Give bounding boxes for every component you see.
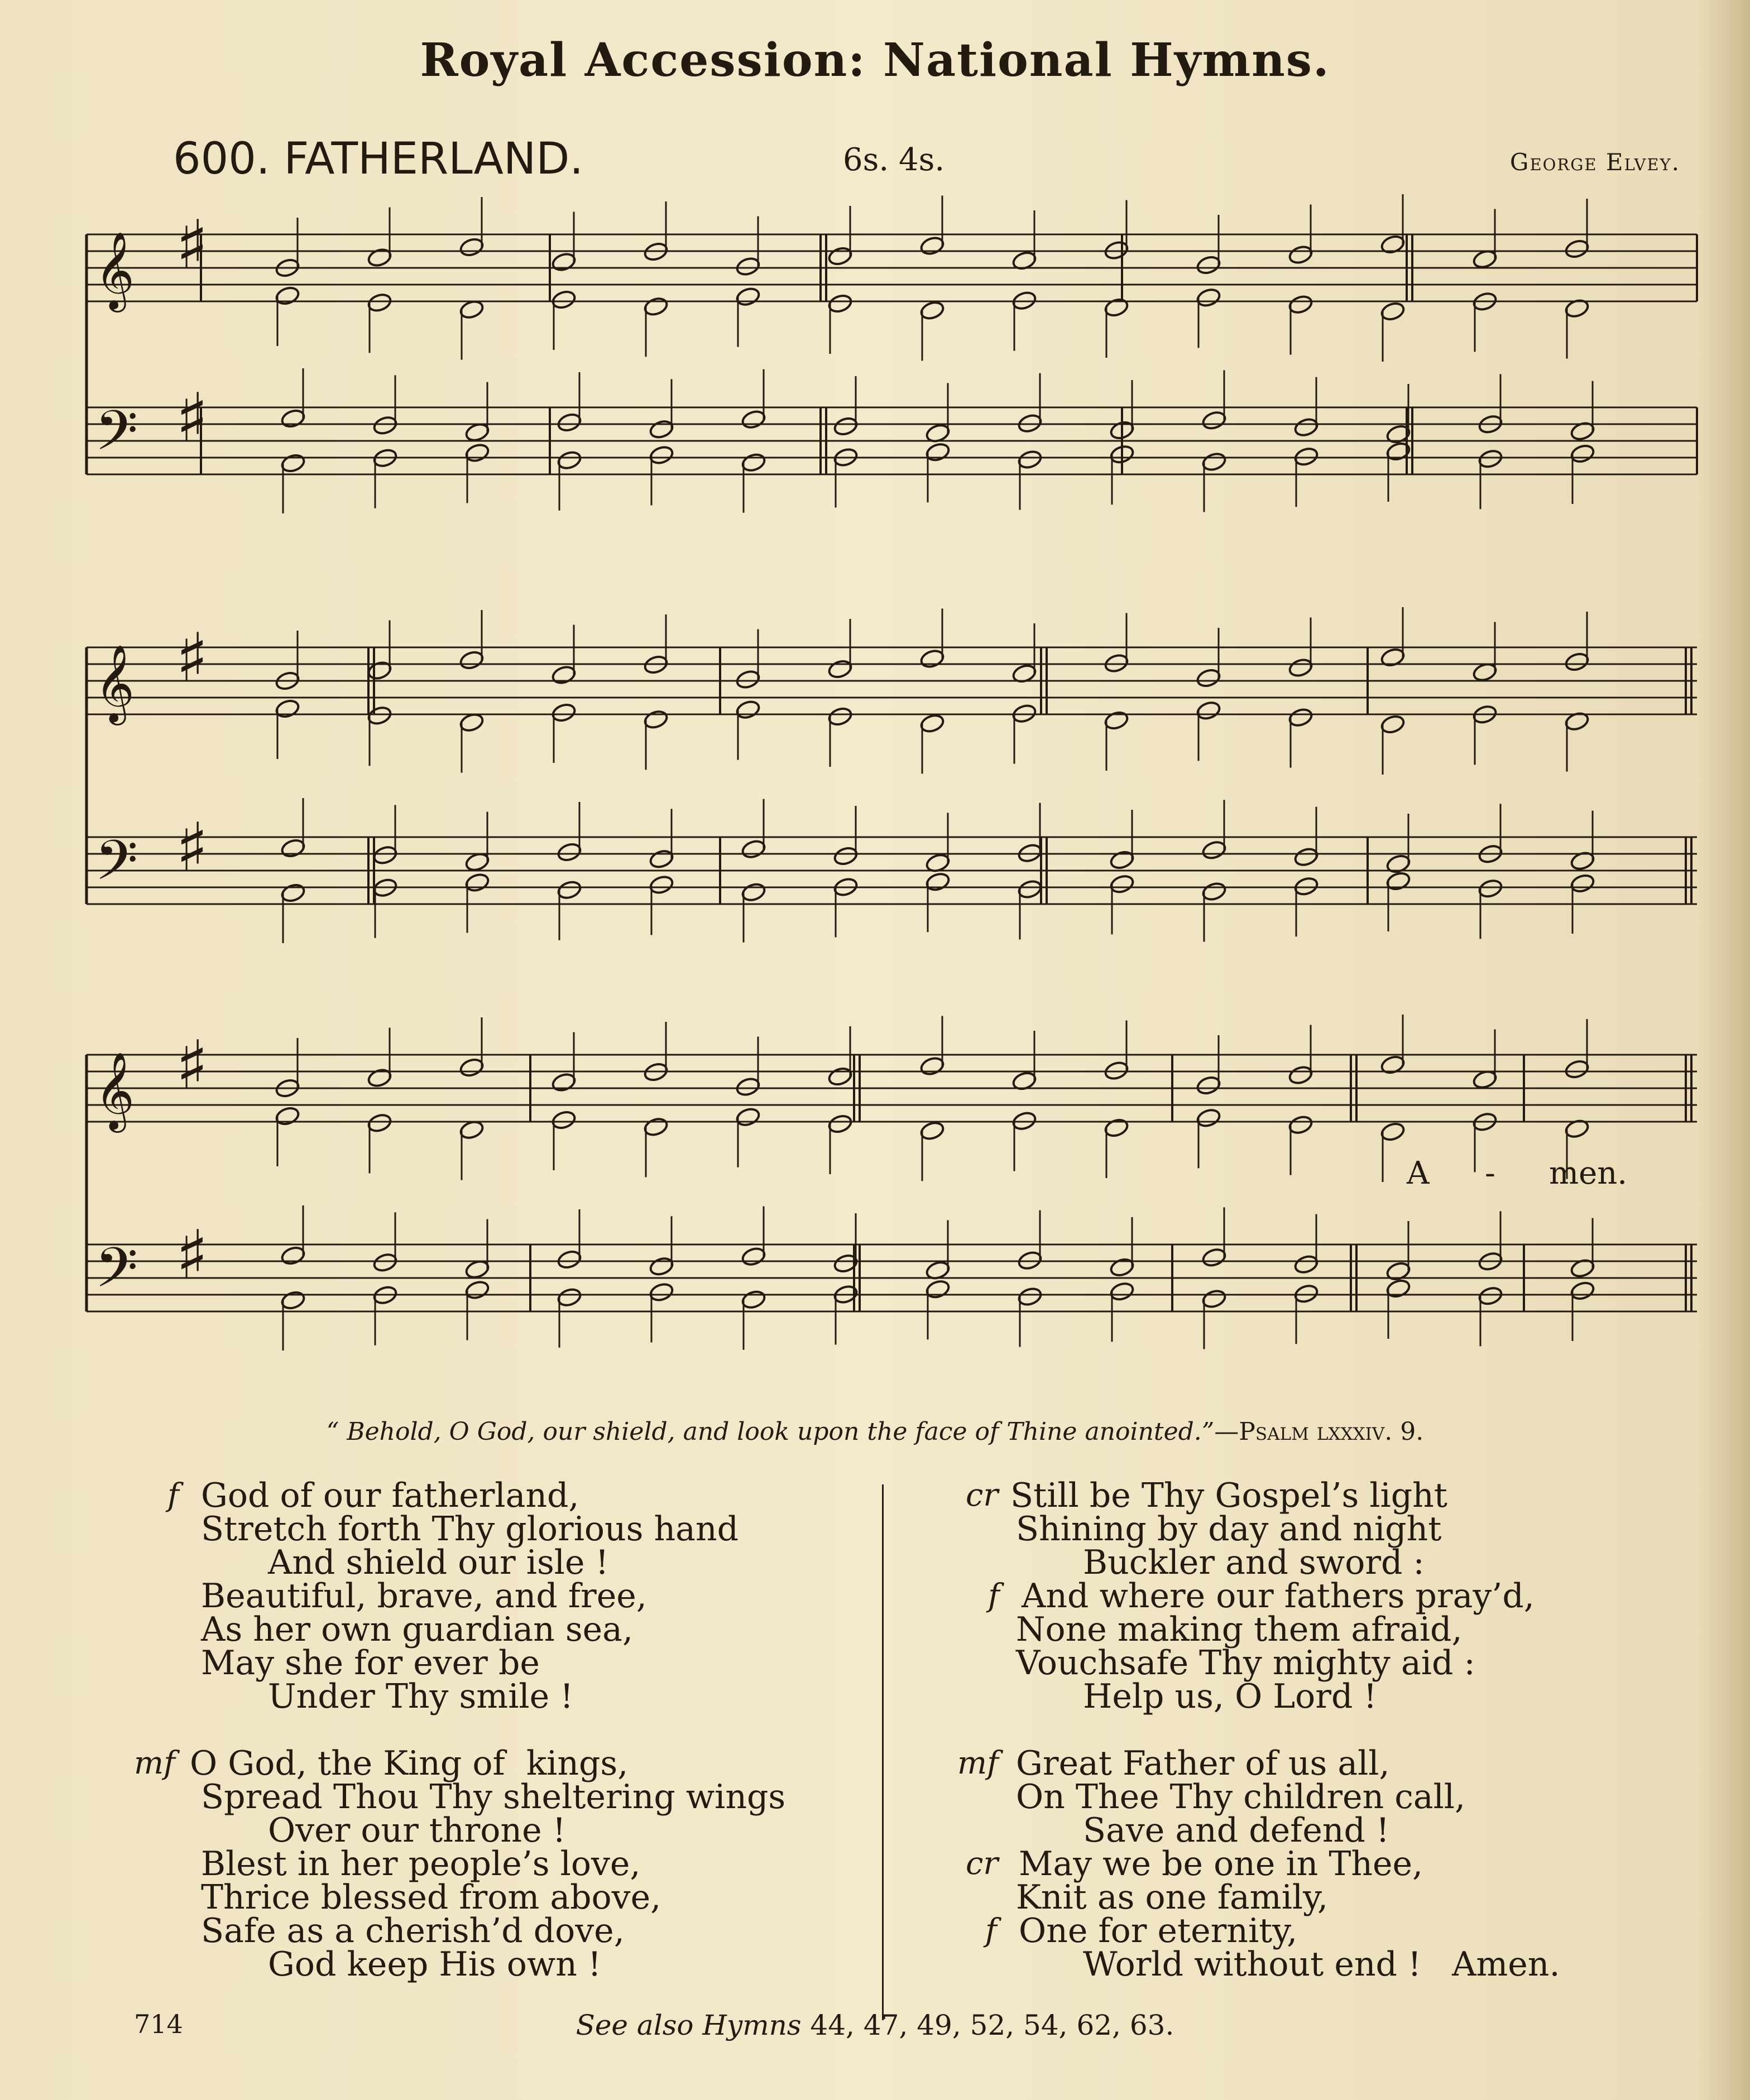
treble-clef-icon: 𝄞 xyxy=(95,645,135,722)
treble-clef-icon: 𝄞 xyxy=(95,232,135,309)
bass-note xyxy=(741,1289,766,1310)
treble-note xyxy=(1196,700,1221,721)
treble-note xyxy=(275,698,300,719)
bass-note xyxy=(280,1245,306,1266)
column-divider xyxy=(882,1484,884,2020)
treble-note xyxy=(1196,1075,1221,1096)
treble-note xyxy=(1104,710,1129,731)
treble-note xyxy=(919,300,945,321)
verse-line: As her own guardian sea, xyxy=(201,1610,634,1649)
key-signature-icon: ♯ xyxy=(176,1217,209,1294)
treble-note xyxy=(919,235,945,256)
bass-note xyxy=(649,419,674,440)
treble-note xyxy=(551,251,577,272)
treble-note xyxy=(735,1076,761,1097)
bass-clef-icon: 𝄢 xyxy=(95,1236,138,1314)
treble-note xyxy=(275,285,300,306)
treble-note xyxy=(1196,254,1221,276)
verse-line: Beautiful, brave, and free, xyxy=(201,1577,647,1616)
key-signature-icon: ♯ xyxy=(176,1027,209,1104)
treble-note xyxy=(919,1055,945,1077)
verse-line: And shield our isle ! xyxy=(268,1543,609,1582)
treble-note xyxy=(1196,287,1221,308)
bass-note xyxy=(1478,1285,1503,1306)
bass-note xyxy=(649,848,674,869)
verse-line: And where our fathers pray’d, xyxy=(1022,1577,1535,1616)
bass-note xyxy=(280,453,306,474)
verse-1 xyxy=(134,1476,860,1716)
bass-note xyxy=(1201,881,1227,902)
hymn-title: 600. FATHERLAND. xyxy=(173,134,584,184)
epigraph-quote: “ Behold, O God, our shield, and look upon the face of Thine anointed.” xyxy=(326,1417,1215,1446)
treble-note xyxy=(827,246,853,267)
treble-note xyxy=(827,293,853,314)
verse-line: God keep His own ! xyxy=(268,1945,602,1984)
treble-note xyxy=(1564,1059,1590,1080)
verse-line: On Thee Thy children call, xyxy=(1016,1777,1466,1817)
bass-note xyxy=(1017,1286,1043,1307)
bass-note xyxy=(557,880,582,901)
bass-note xyxy=(925,441,951,463)
dynamic-mark: f xyxy=(988,1578,1000,1614)
bass-note xyxy=(925,1279,951,1300)
bass-note xyxy=(464,872,490,893)
treble-note xyxy=(827,1066,853,1087)
see-also-label: See also Hymns xyxy=(576,2009,802,2041)
bass-note xyxy=(741,1246,766,1267)
bass-note xyxy=(1385,1278,1411,1299)
dynamic-mark: f xyxy=(985,1912,997,1949)
bass-note xyxy=(925,871,951,892)
treble-note xyxy=(459,650,485,671)
bass-note xyxy=(1109,873,1135,895)
dynamic-mark: f xyxy=(167,1477,179,1513)
treble-note xyxy=(551,1109,577,1131)
verses-right-column xyxy=(949,1476,1675,1984)
treble-note xyxy=(735,1107,761,1128)
dynamic-mark: cr xyxy=(966,1477,999,1513)
treble-note xyxy=(1380,1121,1406,1142)
bass-note xyxy=(649,1256,674,1277)
verse-line: May she for ever be xyxy=(201,1644,540,1683)
treble-note xyxy=(827,706,853,727)
verse-4 xyxy=(949,1744,1675,1984)
treble-note xyxy=(367,247,392,268)
bass-note xyxy=(280,408,306,429)
verse-line: Knit as one family, xyxy=(1016,1878,1329,1917)
bass-clef-icon: 𝄢 xyxy=(95,399,138,477)
bass-note xyxy=(372,844,398,866)
hymn-meter: 6s. 4s. xyxy=(843,142,945,178)
bass-note xyxy=(1570,1280,1595,1301)
bass-note xyxy=(1293,847,1319,868)
verse-line: God of our fatherland, xyxy=(201,1476,579,1515)
verse-line: Still be Thy Gospel’s light xyxy=(1010,1476,1447,1515)
treble-note xyxy=(643,1116,669,1137)
bass-note xyxy=(1017,878,1043,900)
verse-line: One for eternity, xyxy=(1019,1911,1298,1950)
bass-note xyxy=(833,845,859,867)
bass-note xyxy=(1201,451,1227,472)
page-number: 714 xyxy=(134,2009,183,2039)
key-signature-icon: ♯ xyxy=(176,619,209,697)
verses-left-column xyxy=(134,1476,860,1984)
treble-note xyxy=(367,705,392,726)
treble-clef-icon: 𝄞 xyxy=(95,1052,135,1130)
bass-note xyxy=(1570,873,1595,894)
bass-note xyxy=(280,882,306,904)
treble-note xyxy=(919,1120,945,1141)
epigraph-reference: —Psalm lxxxiv. 9. xyxy=(1214,1417,1424,1446)
treble-note xyxy=(1564,651,1590,672)
treble-note xyxy=(1288,1064,1313,1085)
verse-line: Save and defend ! xyxy=(1083,1811,1390,1850)
page-header: Royal Accession: National Hymns. xyxy=(420,33,1330,87)
treble-note xyxy=(367,660,392,681)
bass-note xyxy=(1109,1257,1135,1278)
treble-note xyxy=(459,237,485,258)
verse-line-text: World without end ! xyxy=(1083,1945,1422,1984)
treble-note xyxy=(1196,1107,1221,1128)
verse-line xyxy=(949,1945,1675,1984)
treble-note xyxy=(735,256,761,277)
bass-note xyxy=(1201,1247,1227,1268)
epigraph xyxy=(0,1417,1750,1446)
verse-line: Thrice blessed from above, xyxy=(201,1878,661,1917)
bass-clef-icon: 𝄢 xyxy=(95,829,138,906)
bass-note xyxy=(1293,417,1319,438)
bass-note xyxy=(557,1287,582,1308)
bass-note xyxy=(741,452,766,473)
verse-line: Under Thy smile ! xyxy=(268,1677,574,1716)
bass-note xyxy=(372,415,398,436)
verse-line: Buckler and sword : xyxy=(1083,1543,1425,1582)
treble-note xyxy=(1288,1114,1313,1136)
treble-note xyxy=(367,1112,392,1133)
amen-hyphen: - xyxy=(1485,1155,1495,1191)
verse-line: Spread Thou Thy sheltering wings xyxy=(201,1777,786,1817)
dynamic-mark: cr xyxy=(966,1846,999,1882)
bass-note xyxy=(1293,1283,1319,1304)
bass-note xyxy=(1293,876,1319,897)
verse-amen: Amen. xyxy=(1452,1945,1560,1984)
treble-note xyxy=(1288,294,1313,315)
bass-note xyxy=(741,882,766,903)
amen-syllable-1: A xyxy=(1407,1155,1430,1191)
bass-note xyxy=(557,1249,582,1270)
treble-note xyxy=(827,659,853,680)
treble-note xyxy=(367,1067,392,1088)
treble-note xyxy=(551,702,577,723)
bass-note xyxy=(1385,871,1411,892)
bass-note xyxy=(649,1281,674,1303)
treble-note xyxy=(1380,714,1406,735)
bass-note xyxy=(557,842,582,863)
verse-3 xyxy=(949,1476,1675,1716)
bass-note xyxy=(372,1252,398,1273)
verse-line: Stretch forth Thy glorious hand xyxy=(201,1510,739,1549)
hymn-composer: George Elvey. xyxy=(1509,148,1680,176)
treble-note xyxy=(459,1057,485,1078)
treble-note xyxy=(735,699,761,720)
verse-line: Help us, O Lord ! xyxy=(1083,1677,1377,1716)
verse-line: Vouchsafe Thy mighty aid : xyxy=(1016,1644,1475,1683)
treble-note xyxy=(919,713,945,734)
treble-note xyxy=(1104,1117,1129,1138)
treble-note xyxy=(551,1071,577,1093)
bass-note xyxy=(1478,878,1503,899)
treble-note xyxy=(1288,707,1313,728)
bass-note xyxy=(1017,449,1043,470)
treble-note xyxy=(551,664,577,685)
treble-note xyxy=(735,286,761,307)
treble-note xyxy=(367,292,392,313)
key-signature-icon: ♯ xyxy=(176,379,209,457)
bass-note xyxy=(557,450,582,471)
treble-note xyxy=(1564,238,1590,260)
bass-note xyxy=(1201,839,1227,861)
verse-line: None making them afraid, xyxy=(1016,1610,1463,1649)
treble-note xyxy=(919,648,945,669)
bass-note xyxy=(1201,410,1227,431)
bass-note xyxy=(557,412,582,433)
verse-line: O God, the King of kings, xyxy=(190,1744,629,1783)
bass-note xyxy=(649,444,674,465)
treble-note xyxy=(643,709,669,730)
bass-note xyxy=(1293,446,1319,467)
treble-note xyxy=(1288,657,1313,678)
verse-line: Great Father of us all, xyxy=(1016,1744,1390,1783)
verse-line: May we be one in Thee, xyxy=(1019,1844,1423,1883)
treble-note xyxy=(643,296,669,317)
treble-note xyxy=(1380,301,1406,322)
bass-note xyxy=(1201,1288,1227,1309)
bass-note xyxy=(464,1279,490,1300)
bass-note xyxy=(1109,1281,1135,1302)
see-also-hymns: 44, 47, 49, 52, 54, 62, 63. xyxy=(810,2009,1174,2041)
see-also xyxy=(0,2009,1750,2041)
dynamic-mark: mf xyxy=(957,1745,999,1781)
treble-note xyxy=(1288,244,1313,265)
treble-note xyxy=(735,669,761,690)
amen-syllable-2: men. xyxy=(1549,1155,1628,1191)
treble-note xyxy=(275,1106,300,1127)
bass-note xyxy=(280,1290,306,1311)
key-signature-icon: ♯ xyxy=(176,206,209,284)
key-signature-icon: ♯ xyxy=(176,809,209,887)
bass-note xyxy=(1478,448,1503,469)
verse-line: Blest in her people’s love, xyxy=(201,1844,641,1883)
bass-note xyxy=(280,838,306,859)
treble-note xyxy=(551,289,577,310)
verse-line: Shining by day and night xyxy=(1016,1510,1442,1549)
verse-2 xyxy=(134,1744,860,1984)
dynamic-mark: mf xyxy=(134,1745,175,1781)
bass-note xyxy=(464,442,490,463)
bass-note xyxy=(1109,849,1135,871)
bass-note xyxy=(1293,1254,1319,1275)
bass-note xyxy=(741,839,766,860)
treble-note xyxy=(1104,297,1129,318)
verse-line: Over our throne ! xyxy=(268,1811,566,1850)
treble-note xyxy=(1196,667,1221,689)
bass-note xyxy=(741,409,766,430)
bass-note xyxy=(649,874,674,895)
verse-line: Safe as a cherish’d dove, xyxy=(201,1911,625,1950)
bass-note xyxy=(1570,443,1595,464)
treble-note xyxy=(827,1113,853,1135)
bass-note xyxy=(833,416,859,437)
